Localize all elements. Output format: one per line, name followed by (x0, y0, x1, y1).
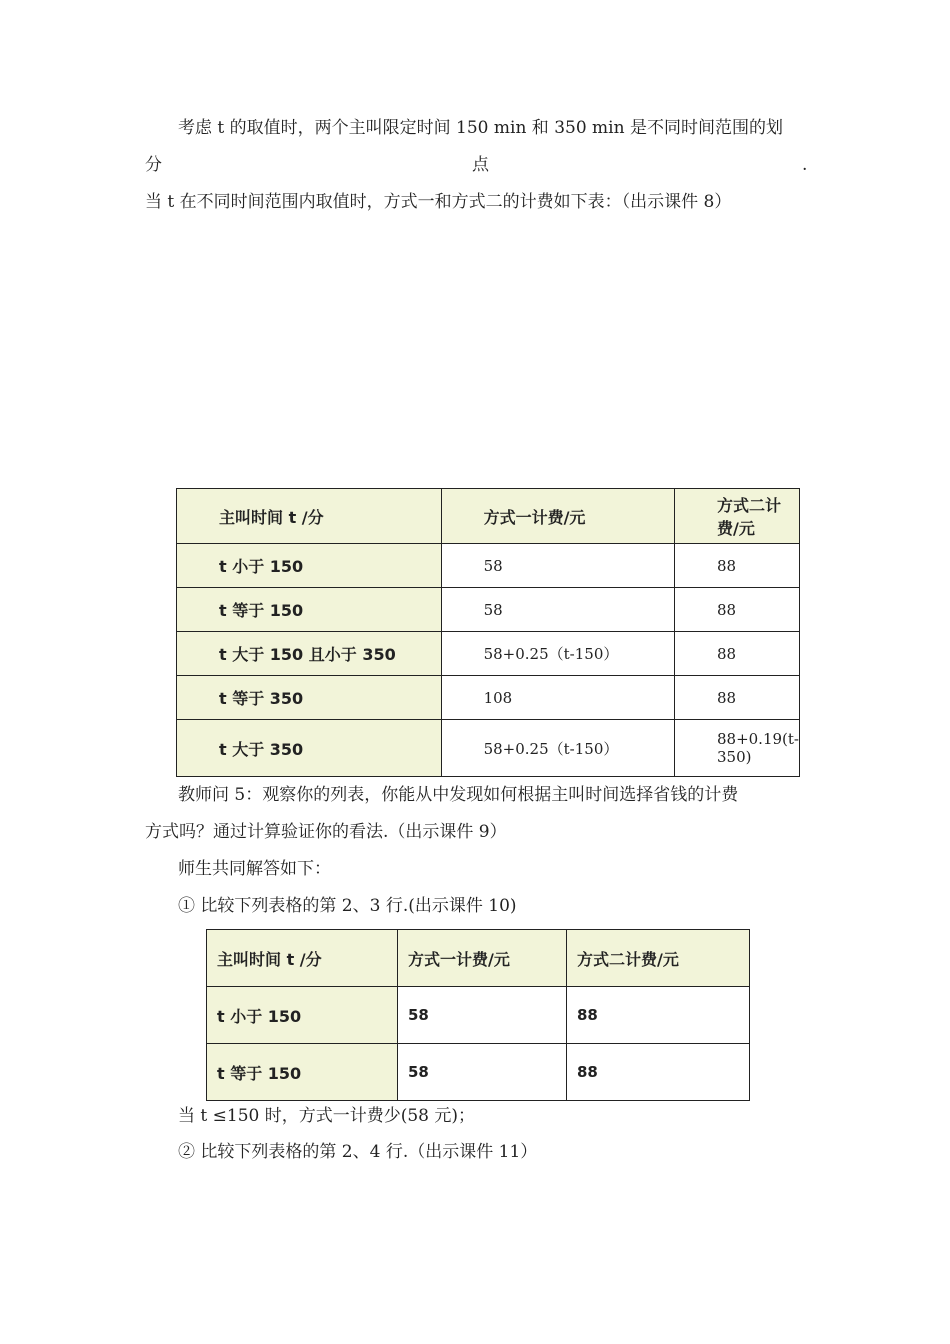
table-row (177, 632, 800, 676)
row-label: t 等于 150 (207, 1044, 398, 1101)
row-label: t 小于 150 (207, 987, 398, 1044)
header-cell-plan2: 方式二计费/元 (674, 489, 799, 544)
paragraph-intro-line1: 考虑 t 的取值时，两个主叫限定时间 150 min 和 350 min 是不同时间范围的划 (178, 118, 783, 138)
paragraph-intro-line3: 当 t 在不同时间范围内取值时，方式一和方式二的计费如下表：（出示课件 8） (145, 192, 732, 212)
plan1-cost: 58 (398, 987, 567, 1044)
plan1-cost: 58+0.25（t-150） (441, 632, 674, 676)
table-row (177, 720, 800, 777)
table-header-row (207, 930, 750, 987)
plan1-cost: 58+0.25（t-150） (441, 720, 674, 777)
plan1-cost: 108 (441, 676, 674, 720)
paragraph-intro-line2-mid: 点 (472, 155, 489, 175)
teacher-question-line1: 教师问 5：观察你的列表，你能从中发现如何根据主叫时间选择省钱的计费 (178, 785, 739, 805)
header-cell-plan1: 方式一计费/元 (398, 930, 567, 987)
step2-heading: ② 比较下列表格的第 2、4 行.（出示课件 11） (178, 1142, 538, 1162)
header-cell-time: 主叫时间 t /分 (177, 489, 442, 544)
conclusion-line: 当 t ≤150 时，方式一计费少(58 元)； (178, 1106, 476, 1126)
comparison-table-rows-2-3 (206, 929, 750, 1101)
teacher-question-line2: 方式吗？通过计算验证你的看法.（出示课件 9） (145, 822, 507, 842)
plan1-cost: 58 (441, 544, 674, 588)
joint-answer-heading: 师生共同解答如下： (178, 859, 331, 879)
step1-heading: ① 比较下列表格的第 2、3 行.(出示课件 10) (178, 896, 517, 916)
table-header-row (177, 489, 800, 544)
plan2-cost: 88 (674, 588, 799, 632)
plan2-cost: 88 (674, 676, 799, 720)
plan2-cost: 88 (674, 544, 799, 588)
plan2-cost: 88 (674, 632, 799, 676)
plan2-cost: 88 (567, 1044, 750, 1101)
table-row (207, 1044, 750, 1101)
plan1-cost: 58 (398, 1044, 567, 1101)
header-cell-plan2: 方式二计费/元 (567, 930, 750, 987)
billing-table (176, 488, 800, 777)
row-label: t 小于 150 (177, 544, 442, 588)
paragraph-intro-line2-end: . (802, 155, 808, 175)
table-row (177, 676, 800, 720)
row-label: t 大于 350 (177, 720, 442, 777)
header-cell-plan1: 方式一计费/元 (441, 489, 674, 544)
row-label: t 等于 150 (177, 588, 442, 632)
plan2-cost: 88 (567, 987, 750, 1044)
row-label: t 大于 150 且小于 350 (177, 632, 442, 676)
row-label: t 等于 350 (177, 676, 442, 720)
paragraph-intro-line2-start: 分 (145, 155, 162, 175)
table-row (177, 588, 800, 632)
table-row (207, 987, 750, 1044)
plan2-cost: 88+0.19(t-350) (674, 720, 799, 777)
plan1-cost: 58 (441, 588, 674, 632)
table-row (177, 544, 800, 588)
header-cell-time: 主叫时间 t /分 (207, 930, 398, 987)
